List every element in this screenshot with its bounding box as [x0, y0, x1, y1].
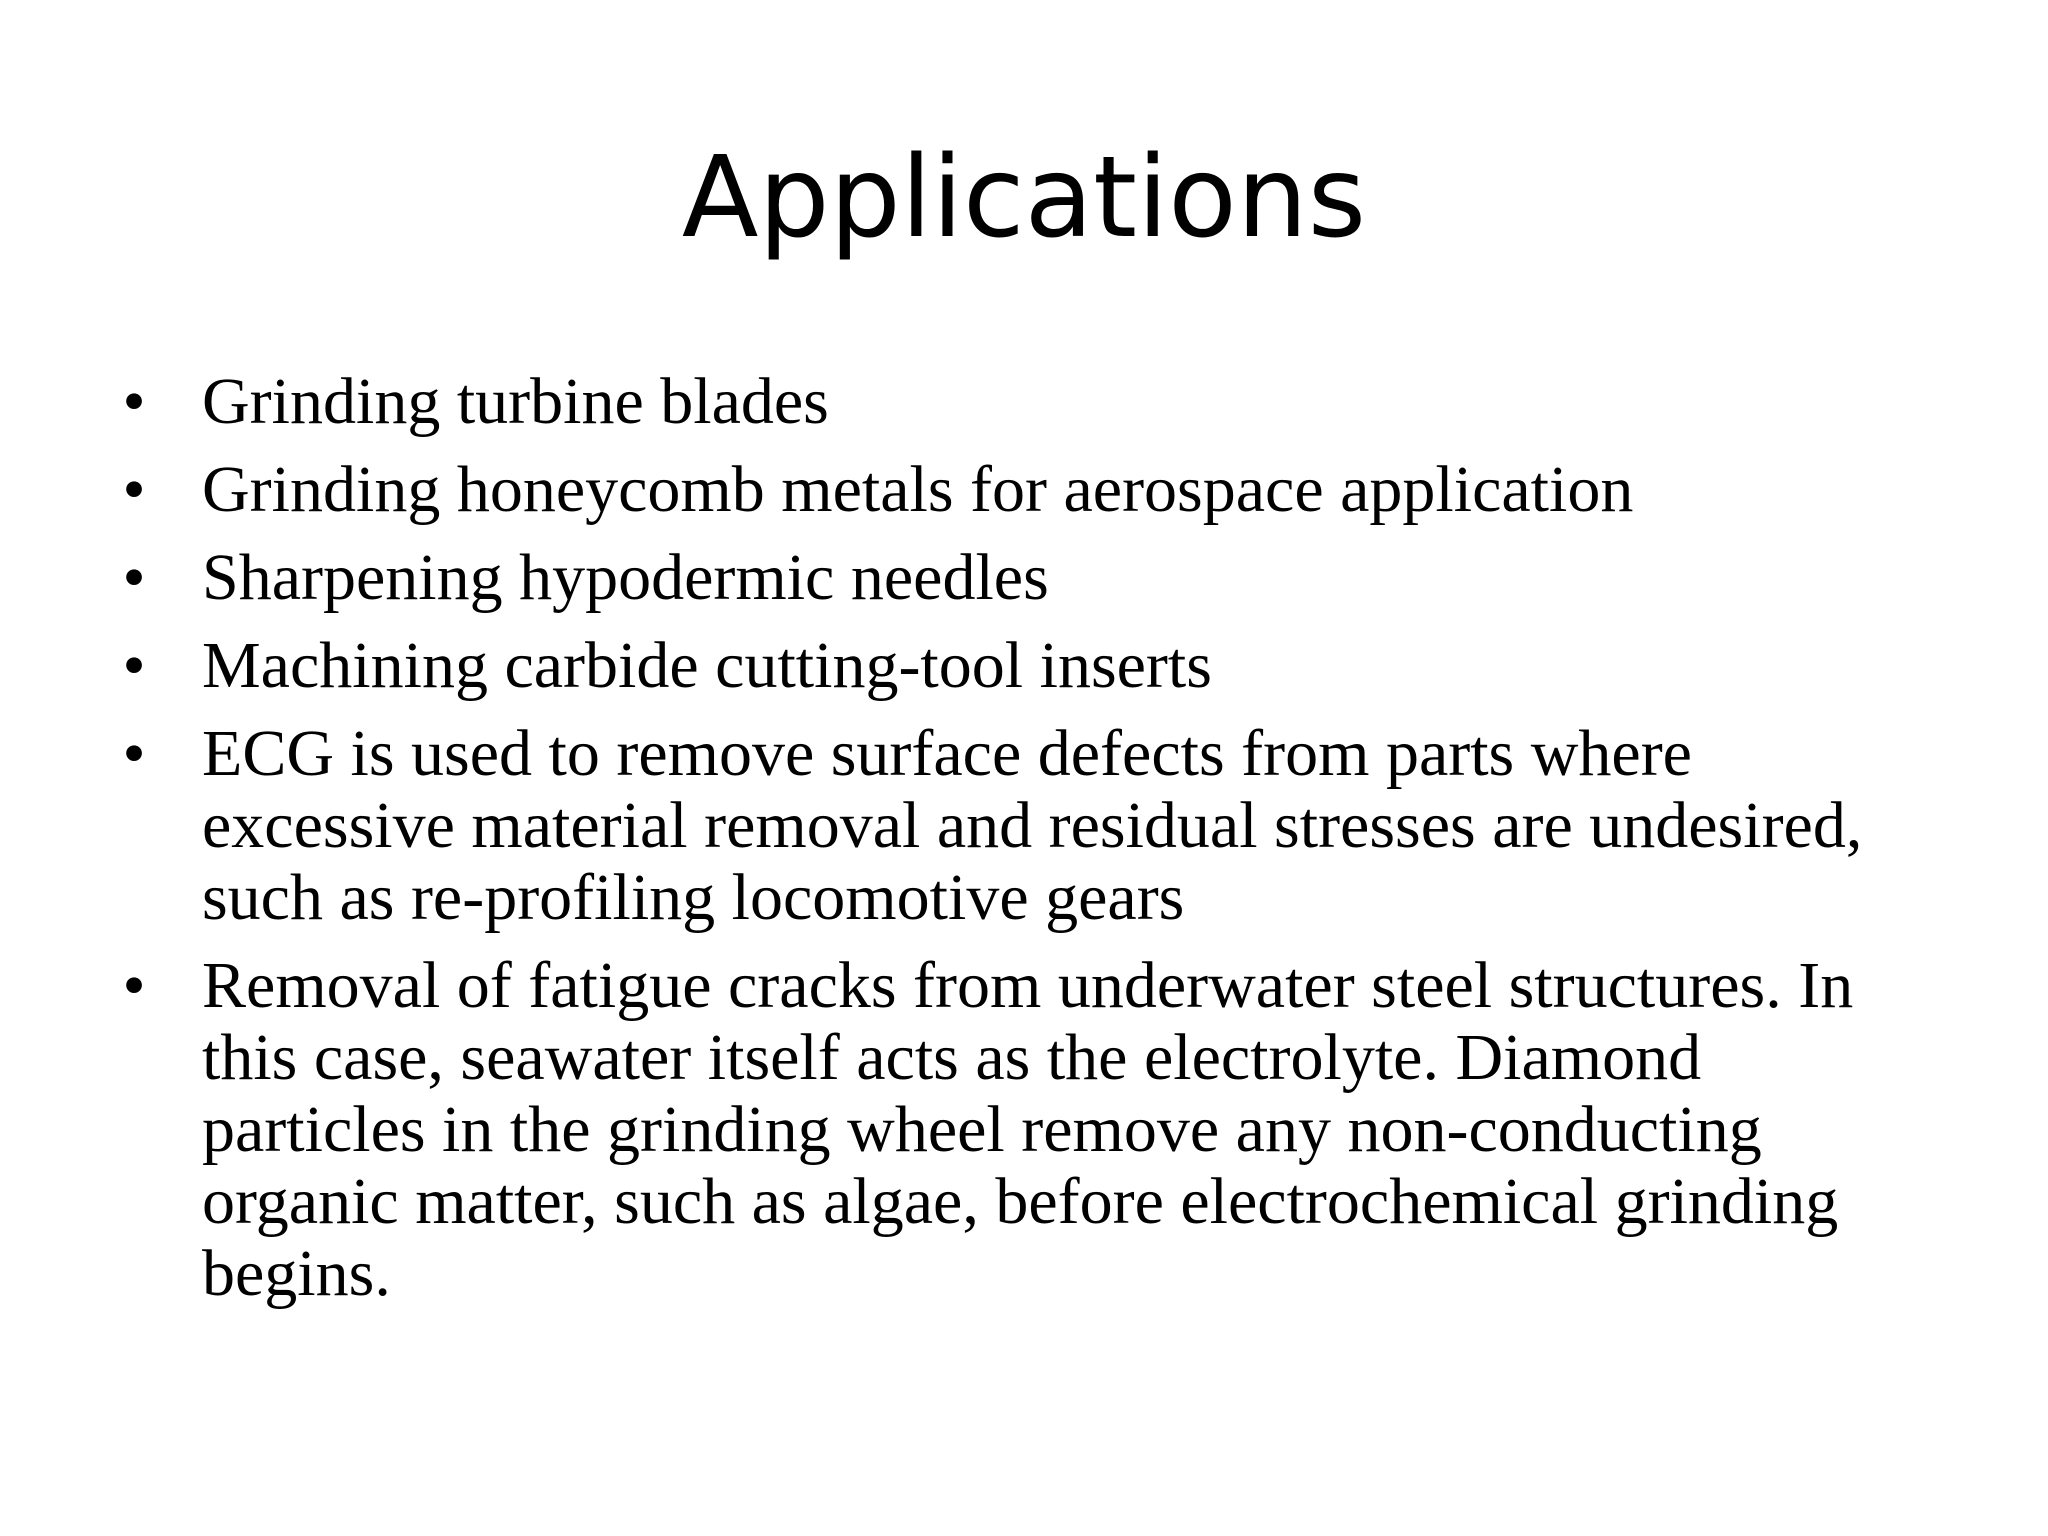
bullet-text: Sharpening hypodermic needles — [202, 541, 1049, 614]
bullet-list — [122, 365, 1882, 1326]
bullet-item — [122, 629, 1882, 702]
bullet-item — [122, 453, 1882, 526]
bullet-item — [122, 717, 1882, 934]
slide-title: Applications — [681, 133, 1367, 263]
bullet-text: Removal of fatigue cracks from underwater steel structures. In this case, seawater itself acts as the electrolyte. Diamond particles in the grinding wheel remove any non-conducting organic matter, such as algae, before electrochemical grinding begins. — [202, 949, 1854, 1310]
bullet-text: Machining carbide cutting-tool inserts — [202, 629, 1212, 702]
bullet-text: Grinding turbine blades — [202, 365, 829, 438]
bullet-item — [122, 949, 1882, 1310]
bullet-item — [122, 365, 1882, 438]
bullet-icon: • — [122, 717, 146, 790]
bullet-icon: • — [122, 365, 146, 438]
bullet-icon: • — [122, 949, 146, 1022]
bullet-item — [122, 541, 1882, 614]
bullet-text: ECG is used to remove surface defects from parts where excessive material removal and residual stresses are undesired, such as re-profiling locomotive gears — [202, 717, 1863, 934]
bullet-icon: • — [122, 541, 146, 614]
bullet-icon: • — [122, 453, 146, 526]
bullet-icon: • — [122, 629, 146, 702]
bullet-text: Grinding honeycomb metals for aerospace application — [202, 453, 1634, 526]
